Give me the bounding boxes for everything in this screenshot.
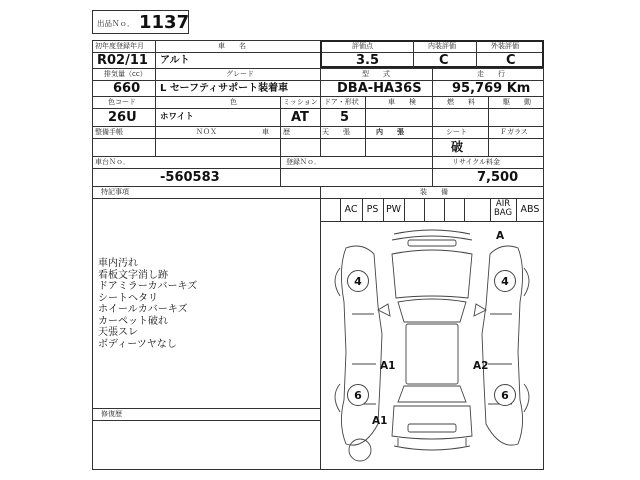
score-value: 3.5 (356, 53, 380, 68)
front-glass-label: Ｆガラス (500, 128, 528, 136)
lot-number-label: 出品Ｎｏ． (97, 19, 135, 28)
tire-front-right-score: 4 (494, 270, 516, 292)
equipment-item: PW (385, 204, 402, 215)
note-item: 天張スレ (98, 327, 138, 338)
displacement-value: 660 (113, 81, 141, 96)
equipment-item: ABS (520, 204, 540, 215)
chassis-number-value: -560583 (160, 170, 220, 185)
repair-history-label: 修復歴 (101, 410, 122, 418)
color-value: ホワイト (160, 112, 194, 122)
model-code-value: DBA-HA36S (337, 81, 422, 96)
color-code-label: 色コード (108, 98, 136, 106)
color-label: 色 (230, 98, 237, 106)
transmission-label: ミッション (283, 98, 318, 106)
note-item: ボディーツヤなし (98, 338, 177, 350)
drive-label: 駆 動 (503, 98, 531, 106)
equipment-item: AIR BAG (493, 199, 513, 218)
damage-mark-right: A2 (473, 360, 489, 372)
lot-number-value: 1137 (139, 12, 190, 33)
lot-number-box (92, 10, 189, 34)
note-item: 看板文字消し跡 (98, 269, 168, 281)
chassis-number-label: 車台Ｎｏ． (95, 158, 130, 166)
note-item: ホイールカバーキズ (98, 304, 188, 315)
inspection-label: 車 検 (388, 98, 416, 106)
interior-grade-value: C (439, 53, 449, 68)
doors-value: 5 (340, 110, 350, 125)
tire-rear-right-score: 6 (494, 384, 516, 406)
history-label: 車 歴 (262, 128, 290, 136)
seat-value: 破 (451, 140, 464, 154)
color-code-value: 26U (108, 110, 137, 125)
note-item: ドアミラーカバーキズ (98, 281, 198, 292)
tire-front-left-score: 4 (347, 270, 369, 292)
equipment-item: PS (366, 204, 379, 215)
vehicle-damage-diagram (322, 224, 542, 468)
exterior-grade-value: C (506, 53, 516, 68)
exterior-grade-label: 外装評価 (491, 42, 519, 50)
tire-rear-left-score: 6 (347, 384, 369, 406)
nox-label: ＮＯＸ (196, 128, 217, 136)
notes-list (98, 258, 313, 350)
registration-number-label: 登録Ｎｏ． (286, 158, 321, 166)
damage-mark-rear: A1 (372, 415, 388, 427)
score-label: 評価点 (352, 42, 373, 50)
interior-trim-label: 内 張 (376, 128, 404, 136)
model-code-label: 型 式 (362, 70, 390, 78)
first-registration-label: 初年度登録年月 (95, 42, 144, 50)
transmission-value: AT (291, 110, 309, 125)
damage-mark-front: A (496, 230, 505, 242)
fuel-label: 燃 料 (447, 98, 475, 106)
mileage-label: 走 行 (477, 70, 505, 78)
grade-label: グレード (226, 70, 254, 78)
seat-label: シート (446, 128, 467, 136)
mileage-value: 95,769 Km (452, 81, 531, 96)
grade-value: L セーフティサポート装着車 (160, 83, 289, 94)
roof-lining-label: 天 張 (322, 128, 350, 136)
displacement-label: 排気量（cc） (104, 70, 147, 78)
equipment-item: AC (344, 204, 358, 215)
note-item: シートヘタリ (98, 292, 158, 304)
first-registration-value: R02/11 (97, 53, 148, 68)
note-item: カーペット破れ (98, 315, 168, 327)
note-item: 車内汚れ (98, 258, 138, 269)
interior-grade-label: 内装評価 (428, 42, 456, 50)
recycle-fee-value: 7,500 (477, 170, 519, 185)
notes-label: 特記事項 (101, 188, 129, 196)
recycle-fee-label: リサイクル料金 (452, 158, 501, 166)
equipment-label: 装 備 (420, 188, 448, 196)
service-manual-label: 整備手帳 (95, 128, 123, 136)
doors-label: ドア・形状 (324, 98, 359, 106)
car-name-value: アルト (160, 55, 190, 66)
car-name-label: 車 名 (218, 42, 246, 50)
damage-mark-left: A1 (380, 360, 396, 372)
